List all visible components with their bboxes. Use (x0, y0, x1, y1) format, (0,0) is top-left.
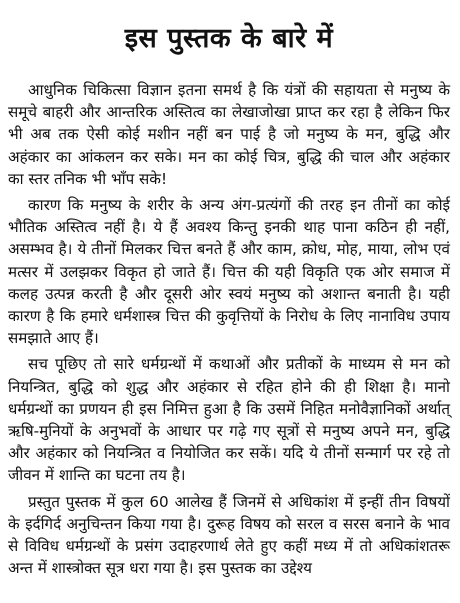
page-title: इस पुस्तक के बारे में (124, 23, 334, 54)
paragraph-4: प्रस्तुत पुस्तक में कुल 60 आलेख हैं जिनमें से अधिकांश में इन्हीं तीन विषयों के इर्दगिर्द अनुचिन्तन किया गया है। दुरूह विषय को सरल व सरस बनाने के भाव से विविध धर्मग्रन्थों के प्रसंग उदाहरणार्थ लेते हुए कहीं मध्य में तो अधिकांशतरू अन्त में शास्त्रोक्त सूत्र धरा गया है। इस पुस्तक का उद्देश्य (8, 492, 450, 578)
paragraph-1: आधुनिक चिकित्सा विज्ञान इतना समर्थ है कि यंत्रों की सहायता से मनुष्य के समूचे बाहरी और आन्तरिक अस्तित्व का लेखाजोखा प्राप्त कर रहा है लेकिन फिर भी अब तक ऐसी कोई मशीन नहीं बन पाई है जो मनुष्य के मन, बुद्धि और अहंकार का आंकलन कर सके। मन का कोई चित्र, बुद्धि की चाल और अहंकार का स्तर तनिक भी भाँप सके! (8, 81, 450, 188)
paragraph-2: कारण कि मनुष्य के शरीर के अन्य अंग-प्रत्यंगों की तरह इन तीनों का कोई भौतिक अस्तित्व नहीं है। ये हैं अवश्य किन्तु इनकी थाह पाना कठिन ही नहीं, असम्भव है। ये तीनों मिलकर चित्त बनते हैं और काम, क्रोध, मोह, माया, लोभ एवं मत्सर में उलझकर विकृत हो जाते हैं। चित्त की यही विकृति एक ओर समाज में कलह उत्पन्न करती है और दूसरी ओर स्वयं मनुष्य को अशान्त बनाती है। यही कारण है कि हमारे धर्मशास्त्र चित्त की कुवृत्तियों के निरोध के लिए नानाविध उपाय समझाते आए हैं। (8, 196, 450, 348)
paragraph-3: सच पूछिए तो सारे धर्मग्रन्थों में कथाओं और प्रतीकों के माध्यम से मन को नियन्त्रित, बुद्धि को शुद्ध और अहंकार से रहित होने की ही शिक्षा है। मानो धर्मग्रन्थों का प्रणयन ही इस निमित्त हुआ है कि उसमें निहित मनोवैज्ञानिकों अर्थात् ऋषि-मुनियों के अनुभवों के आधार पर गढ़े गए सूत्रों से मनुष्य अपने मन, बुद्धि और अहंकार को नियन्त्रित व नियोजित कर सकें। यदि ये तीनों सन्मार्ग पर रहे तो जीवन में शान्ति का घटना तय है। (8, 355, 450, 485)
